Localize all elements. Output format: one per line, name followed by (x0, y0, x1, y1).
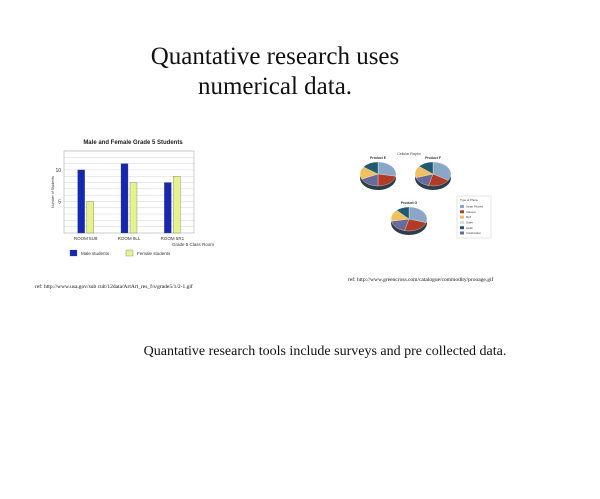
legend-swatch (70, 250, 77, 256)
pie-chart-figure (343, 148, 495, 248)
pie-label: Product E (369, 156, 387, 160)
slide-title (95, 42, 455, 102)
pie-slice (378, 162, 396, 176)
bar (130, 183, 137, 233)
legend-swatch (126, 250, 133, 256)
pie-legend-label: Combination (466, 232, 482, 236)
right-image-source: ref: http://www.greencross.com/catalogue/commodity/prooage.gif (348, 277, 494, 283)
x-axis-label: Grade 5 Class Room (171, 242, 214, 247)
pie-legend-swatch (460, 226, 464, 229)
x-tick-label: ROOM 9LL (117, 236, 141, 241)
x-tick-label: ROOM 5U8 (73, 236, 98, 241)
bar (164, 183, 171, 233)
pie-legend-swatch (460, 216, 464, 219)
pie-legend-label: Audio (466, 226, 473, 230)
slide-title-line-1: Quantative research uses (150, 43, 400, 70)
legend-label: Male students (81, 251, 110, 256)
bar (121, 164, 128, 233)
pie-chart-title: Cellular Rayfor (397, 152, 421, 156)
y-axis-label: Number of Students (51, 176, 55, 208)
x-tick-label: ROOM 5R1 (160, 236, 185, 241)
bar-chart (48, 133, 218, 268)
pie-label: Product F (425, 156, 441, 160)
y-tick-label: 10 (55, 167, 61, 174)
bar-chart-figure (48, 133, 218, 268)
y-tick-label: 5 (58, 199, 61, 206)
pie-legend-label: Mp3 (466, 216, 472, 220)
bar (78, 170, 85, 233)
pie-chart (343, 148, 495, 248)
slide-title-line-2: numerical data. (197, 73, 353, 100)
pie-legend-title: Type of Phone (460, 198, 479, 202)
bar (87, 201, 94, 233)
pie-legend-label: Smart Phones (466, 205, 484, 209)
pie-legend-swatch (460, 210, 464, 213)
left-image-source: ref: http://www.usa.gov/sub cult/12data/ArtArt_res_f/s/grade5/1/2-1.gif (35, 284, 193, 290)
slide-caption: Quantative research tools include surveys and pre collected data. (143, 344, 507, 359)
legend-label: Female students (137, 251, 171, 256)
pie-legend-swatch (460, 221, 464, 224)
pie-label: Product G (400, 201, 418, 205)
pie-legend-swatch (460, 232, 464, 235)
bar-chart-title: Male and Female Grade 5 Students (83, 140, 183, 146)
pie-legend-label: Camera (466, 210, 476, 214)
pie-legend-swatch (460, 205, 464, 208)
bar (173, 176, 180, 233)
pie-legend-label: Other (466, 221, 473, 225)
